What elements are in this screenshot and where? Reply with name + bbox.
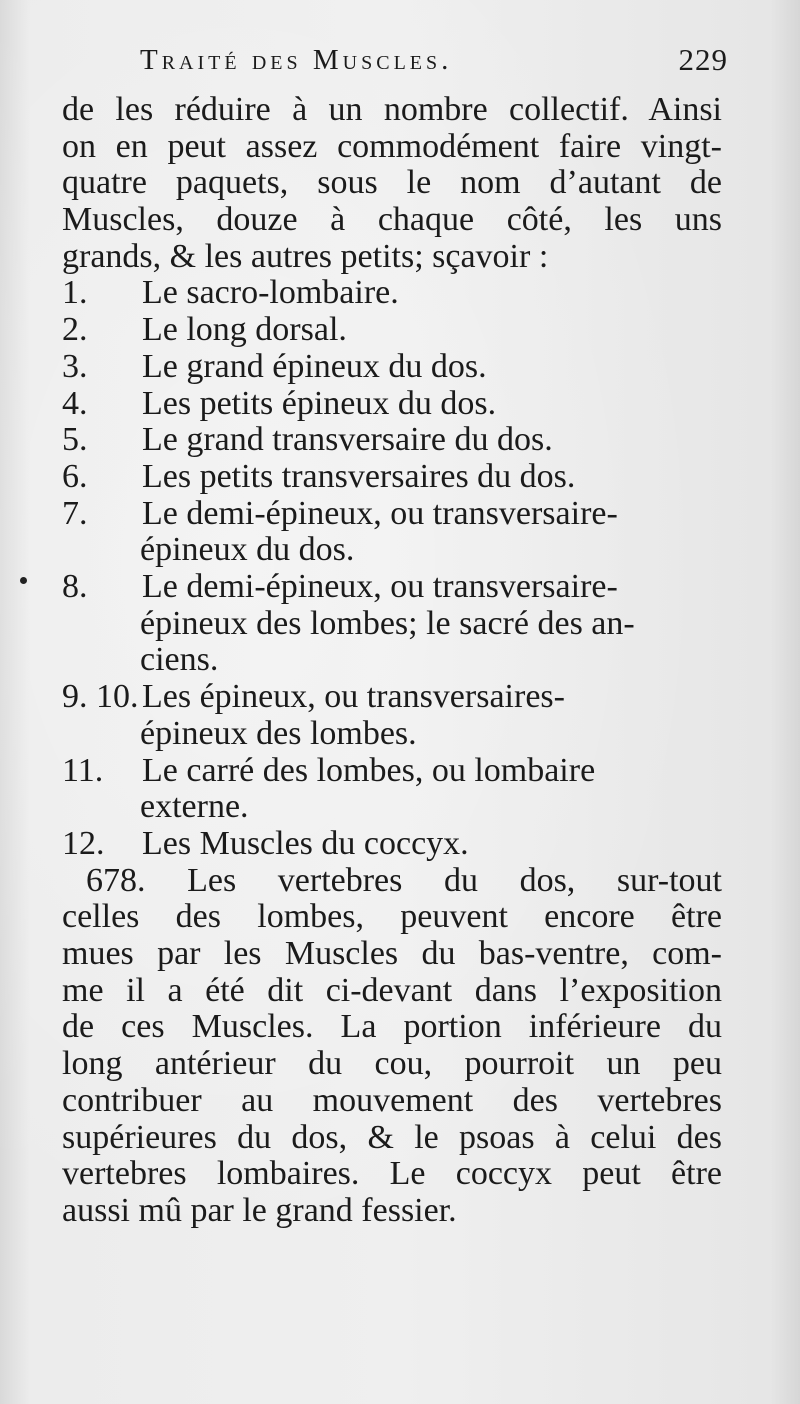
- list-item: [62, 679, 722, 716]
- list-text: Le grand épineux du dos.: [142, 347, 487, 385]
- list-number: 7.: [62, 494, 88, 532]
- paragraph-line: celles des lombes, peuvent encore être: [62, 898, 722, 936]
- muscle-list: [62, 275, 722, 862]
- margin-ink-dot: [20, 577, 27, 584]
- page-number: 229: [678, 42, 728, 77]
- paragraph-line: de ces Muscles. La portion inférieure du: [62, 1008, 722, 1046]
- list-number: 2.: [62, 311, 88, 349]
- list-number: 8.: [62, 568, 88, 606]
- text-block: [62, 40, 728, 1230]
- paragraph-line: mues par les Muscles du bas-ventre, com-: [62, 935, 722, 973]
- list-number: 4.: [62, 384, 88, 422]
- intro-line: grands, & les autres petits; sçavoir :: [62, 237, 549, 275]
- paragraph-678: [62, 863, 722, 1230]
- list-item-continuation: externe.: [140, 788, 249, 826]
- list-item-continuation: épineux du dos.: [140, 531, 355, 569]
- list-text: Les épineux, ou transversaires-: [142, 678, 565, 716]
- paragraph-line: 678. Les vertebres du dos, sur-tout: [86, 861, 722, 899]
- list-number: 12.: [62, 824, 105, 862]
- list-number: 6.: [62, 457, 88, 495]
- intro-line: Muscles, douze à chaque côté, les uns: [62, 201, 722, 239]
- list-item: [62, 275, 722, 312]
- list-number: 5.: [62, 421, 88, 459]
- intro-line: quatre paquets, sous le nom d’autant de: [62, 164, 722, 202]
- list-text: Les petits transversaires du dos.: [142, 457, 576, 495]
- list-item: [62, 459, 722, 496]
- list-text: Le sacro-lombaire.: [142, 274, 399, 312]
- list-text: Le demi-épineux, ou transversaire-: [142, 494, 618, 532]
- paragraph-line: supérieures du dos, & le psoas à celui des: [62, 1118, 722, 1156]
- running-title: Traité des Muscles.: [140, 44, 453, 76]
- list-number: 1.: [62, 274, 88, 312]
- paragraph-line: contribuer au mouvement des vertebres: [62, 1081, 722, 1119]
- list-text: Le demi-épineux, ou transversaire-: [142, 568, 618, 606]
- list-number: 11.: [62, 751, 104, 789]
- intro-line: on en peut assez commodément faire vingt-: [62, 127, 722, 165]
- list-text: Les Muscles du coccyx.: [142, 824, 469, 862]
- list-item: [62, 826, 722, 863]
- list-number: 3.: [62, 347, 88, 385]
- paragraph-line: me il a été dit ci-devant dans l’exposition: [62, 971, 722, 1009]
- intro-paragraph: [62, 92, 722, 275]
- list-item-continuation: épineux des lombes.: [140, 714, 417, 752]
- running-head: [62, 40, 728, 92]
- intro-line: de les réduire à un nombre collectif. Ainsi: [62, 91, 722, 128]
- list-item: [62, 386, 722, 423]
- list-item: [62, 422, 722, 459]
- list-text: Les petits épineux du dos.: [142, 384, 497, 422]
- list-text: Le grand transversaire du dos.: [142, 421, 553, 459]
- list-text: Le carré des lombes, ou lombaire: [142, 751, 596, 789]
- list-item: [62, 349, 722, 386]
- list-text: Le long dorsal.: [142, 311, 347, 349]
- list-item: [62, 496, 722, 533]
- paragraph-line: aussi mû par le grand fessier.: [62, 1191, 457, 1229]
- paragraph-line: long antérieur du cou, pourroit un peu: [62, 1045, 722, 1083]
- paragraph-line: vertebres lombaires. Le coccyx peut être: [62, 1155, 722, 1193]
- list-number: 9. 10.: [62, 678, 139, 716]
- list-item: [62, 569, 722, 606]
- list-item: [62, 312, 722, 349]
- list-item-continuation: épineux des lombes; le sacré des an-: [140, 604, 635, 642]
- list-item-continuation: ciens.: [140, 641, 219, 679]
- list-item: [62, 753, 722, 790]
